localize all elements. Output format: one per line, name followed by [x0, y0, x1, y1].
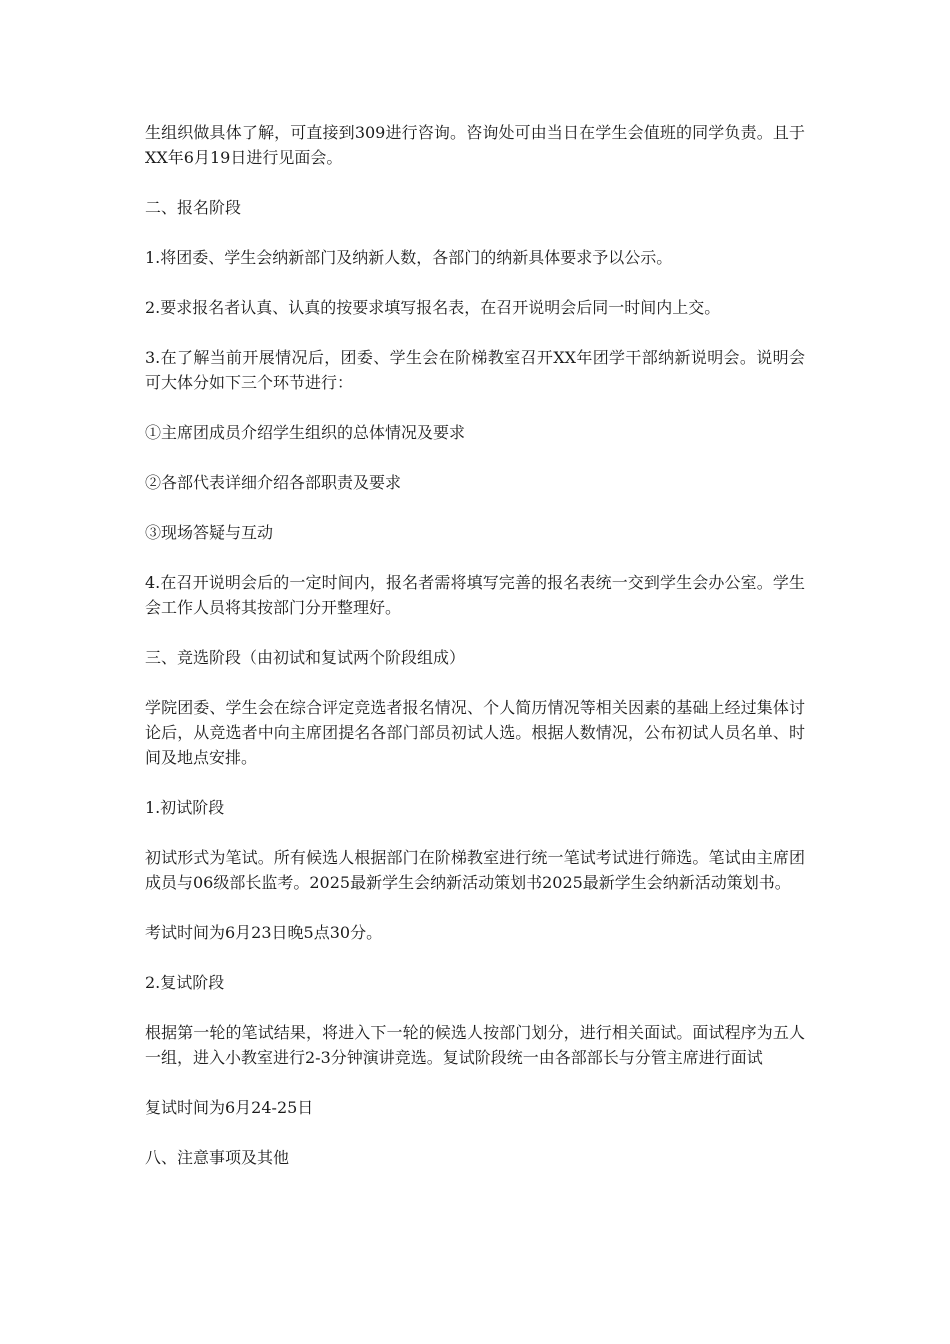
paragraph-exam-time: 考试时间为6月23日晚5点30分。 — [145, 923, 383, 942]
paragraph-registration-3: 3.在了解当前开展情况后，团委、学生会在阶梯教室召开XX年团学干部纳新说明会。说明会可大体分如下三个环节进行： — [145, 348, 805, 392]
paragraph-registration-2: 2.要求报名者认真、认真的按要求填写报名表，在召开说明会后同一时间内上交。 — [145, 298, 721, 317]
list-item-step-1: ①主席团成员介绍学生组织的总体情况及要求 — [145, 423, 466, 442]
paragraph-second-round: 根据第一轮的笔试结果，将进入下一轮的候选人按部门划分，进行相关面试。面试程序为五人一组，进入小教室进行2-3分钟演讲竞选。复试阶段统一由各部部长与分管主席进行面试 — [145, 1023, 805, 1067]
paragraph-registration-4: 4.在召开说明会后的一定时间内，报名者需将填写完善的报名表统一交到学生会办公室。学生会工作人员将其按部门分开整理好。 — [145, 573, 805, 617]
list-item-step-3: ③现场答疑与互动 — [145, 523, 274, 542]
subheading-preliminary: 1.初试阶段 — [145, 798, 225, 817]
paragraph-second-round-time: 复试时间为6月24-25日 — [145, 1098, 314, 1117]
document-body — [145, 120, 805, 1195]
paragraph-election-overview: 学院团委、学生会在综合评定竞选者报名情况、个人简历情况等相关因素的基础上经过集体讨论后，从竞选者中向主席团提名各部门部员初试人选。根据人数情况，公布初试人员名单、时间及地点安排。 — [145, 698, 805, 767]
subheading-second-round: 2.复试阶段 — [145, 973, 225, 992]
paragraph-preliminary: 初试形式为笔试。所有候选人根据部门在阶梯教室进行统一笔试考试进行筛选。笔试由主席团成员与06级部长监考。2025最新学生会纳新活动策划书2025最新学生会纳新活动策划书。 — [145, 848, 805, 892]
section-heading-registration: 二、报名阶段 — [145, 198, 242, 217]
list-item-step-2: ②各部代表详细介绍各部职责及要求 — [145, 473, 402, 492]
paragraph-registration-1: 1.将团委、学生会纳新部门及纳新人数，各部门的纳新具体要求予以公示。 — [145, 248, 673, 267]
paragraph-intro-continued: 生组织做具体了解，可直接到309进行咨询。咨询处可由当日在学生会值班的同学负责。且于XX年6月19日进行见面会。 — [145, 123, 805, 167]
section-heading-election: 三、竞选阶段（由初试和复试两个阶段组成） — [145, 648, 466, 667]
section-heading-notes: 八、注意事项及其他 — [145, 1148, 290, 1167]
